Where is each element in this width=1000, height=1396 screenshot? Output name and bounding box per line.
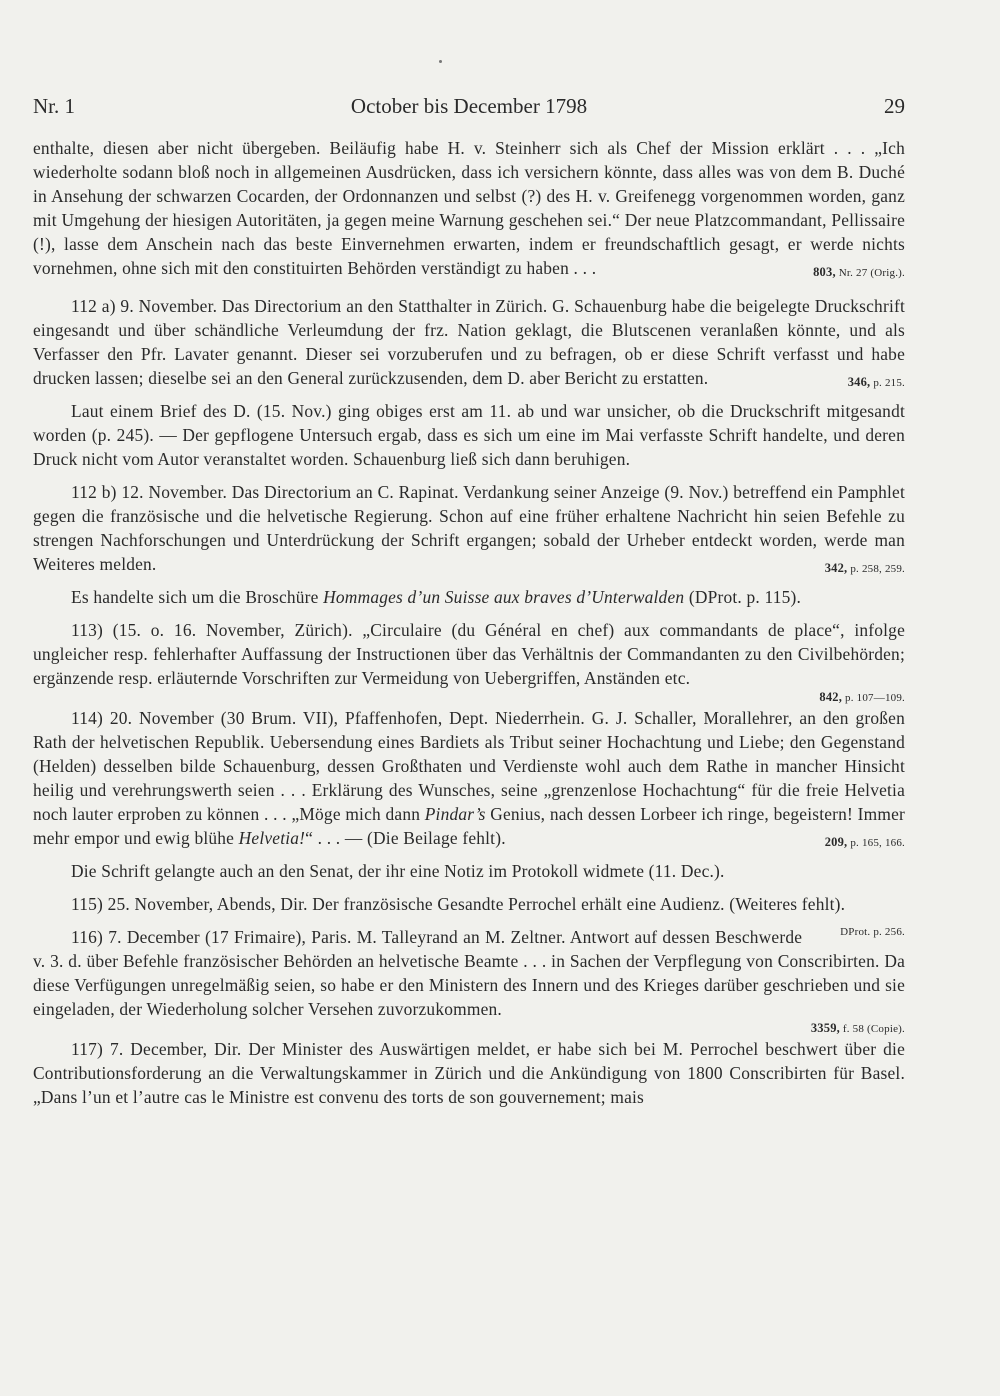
paragraph-note-112b: Es handelte sich um die Broschüre Hommages d’un Suisse aux braves d’Unterwalden (DProt. p. 115). bbox=[71, 587, 802, 607]
paragraph-1-text: enthalte, diesen aber nicht übergeben. Beiläufig habe H. v. Steinherr sich als Chef der Mission erklärt . . . „Ich wiederholte sodann bloß noch in allgemeinen Ausdrücken, dass ich versichern könnte, dass alles was von dem B. Duché in Ansehung der schwarzen Cocarden, der Ordonnanzen und selbst (?) des H. v. Greifenegg vorgenommen worden, ganz mit Umgehung der hiesigen Autoritäten, ja gegen meine Warnung geschehen sei.“ Der neue Platzcommandant, Pellissaire (!), lasse dem Anschein nach das beste Einvernehmen erwarten, indem er freundschaftlich gesagt, er werde nichts vornehmen, ohne sich mit den constituirten Behörden verständigt zu haben . . . bbox=[33, 138, 905, 278]
header-title: October bis December 1798 bbox=[350, 94, 588, 118]
paragraph-117: 117) 7. December, Dir. Der Minister des Auswärtigen meldet, er habe sich bei M. Perrochel beschwert über die Contributionsforderung an die Verwaltungskammer in Zürich und die Ankündigung von 1800 Conscribirten für Basel. „Dans l’un et l’autre cas le Ministre est convenu des torts de son gouvernement; mais bbox=[33, 1039, 905, 1107]
paragraph-note-112a-text: Laut einem Brief des D. (15. Nov.) ging obiges erst am 11. ab und war unsicher, ob die Druckschrift mitgesandt worden (p. 245). — Der gepflogene Untersuch ergab, dass es sich um eine im Mai verfasste Schrift handelte, und deren Druck nicht vom Autor veranstaltet worden. Schauenburg ließ sich dann beruhigen. bbox=[33, 401, 905, 469]
paragraph-113-text: 113) (15. o. 16. November, Zürich). „Circulaire (du Général en chef) aux commandants de place“, infolge ungleicher resp. fehlerhafter Auffassung der Instructionen über das Verhältnis der Commandanten zu den Civilbehörden; ergänzende resp. erläuternde Vorschriften zur Vermeidung von Uebergriffen, Anständen etc. bbox=[33, 620, 905, 688]
paragraph-note-112a bbox=[33, 399, 905, 471]
citation-6: DProt. p. 256. bbox=[840, 926, 905, 938]
citation-4: 842, p. 107—109. bbox=[819, 690, 905, 704]
paragraph-113 bbox=[33, 618, 905, 690]
paragraph-112b-text: 112 b) 12. November. Das Directorium an C. Rapinat. Verdankung seiner Anzeige (9. Nov.) betreffend ein Pamphlet gegen die französische und die helvetische Regierung. Schon auf eine früher erhaltene Nachricht hin seien Befehle zu strengen Nachforschungen und Unterdrückung der Schrift ergangen; sobald der Urheber entdeckt worden, werde man Weiteres melden. bbox=[33, 482, 905, 574]
page-number: 29 bbox=[884, 94, 905, 118]
brochure-title: Hommages d’un Suisse aux braves d’Unterwalden bbox=[323, 587, 685, 607]
paragraph-115: 115) 25. November, Abends, Dir. Der französische Gesandte Perrochel erhält eine Audienz. (Weiteres fehlt). DProt. p. 256. bbox=[71, 894, 905, 938]
running-header bbox=[33, 94, 905, 122]
citation-2: 346, p. 215. bbox=[847, 375, 905, 389]
citation-5: 209, p. 165, 166. bbox=[824, 835, 905, 849]
paragraph-112a bbox=[33, 294, 905, 390]
paragraph-116: 116) 7. December (17 Frimaire), Paris. M. Talleyrand an M. Zeltner. Antwort auf dessen Beschwerde v. 3. d. über Befehle französischer Behörden an helvetische Beamte . . . in Sachen der Verpflegung von Conscribirten. Da diese Verfügungen unregelmäßig seien, so habe er den Ministern des Innern und des Krieges darüber geschrieben und sie eingeladen, der Wiederholung solcher Versehen zuvorzukommen. bbox=[33, 927, 905, 1019]
paragraph-1 bbox=[33, 136, 905, 280]
citation-7: 3359, f. 58 (Copie). bbox=[810, 1021, 905, 1035]
speck bbox=[439, 60, 442, 63]
paragraph-114: 114) 20. November (30 Brum. VII), Pfaffenhofen, Dept. Niederrhein. G. J. Schaller, Morallehrer, an den großen Rath der helvetischen Republik. Uebersendung eines Bardiets als Tribut seiner Hochachtung und Liebe; den Gegenstand (Helden) desselben bilde Schauenburg, dessen Großthaten und Verdienste wohl auch dem Rathe in mancher Hinsicht heilig und verehrungswerth seien . . . Erklärung des Wunsches, seine „grenzenlose Hochachtung“ für die freie Helvetia noch lauter erproben zu können . . . „Möge mich dann Pindar’s Genius, nach dessen Lorbeer ich ringe, begeistern! Immer mehr empor und ewig blühe Helvetia!“ . . . — (Die Beilage fehlt). 209, p. 165, 166. bbox=[33, 708, 905, 849]
header-left: Nr. 1 bbox=[33, 94, 75, 118]
citation-3: 342, p. 258, 259. bbox=[824, 561, 905, 575]
page-body bbox=[33, 136, 905, 1109]
paragraph-112b bbox=[33, 480, 905, 576]
paragraph-note-114: Die Schrift gelangte auch an den Senat, der ihr eine Notiz im Protokoll widmete (11. Dec.). bbox=[71, 861, 725, 881]
citation-1: 803, Nr. 27 (Orig.). bbox=[813, 265, 905, 279]
paragraph-112a-text: 112 a) 9. November. Das Directorium an den Statthalter in Zürich. G. Schauenburg habe die beigelegte Druckschrift eingesandt und über schändliche Verleumdung der frz. Nation geklagt, die Blutscenen veranlaßen könnte, und als Verfasser den Pfr. Lavater genannt. Dieser sei vorzuberufen und zu befragen, ob er diese Schrift verfasst und habe drucken lassen; dieselbe sei an den General zurückzusenden, dem D. aber Bericht zu erstatten. bbox=[33, 296, 905, 388]
